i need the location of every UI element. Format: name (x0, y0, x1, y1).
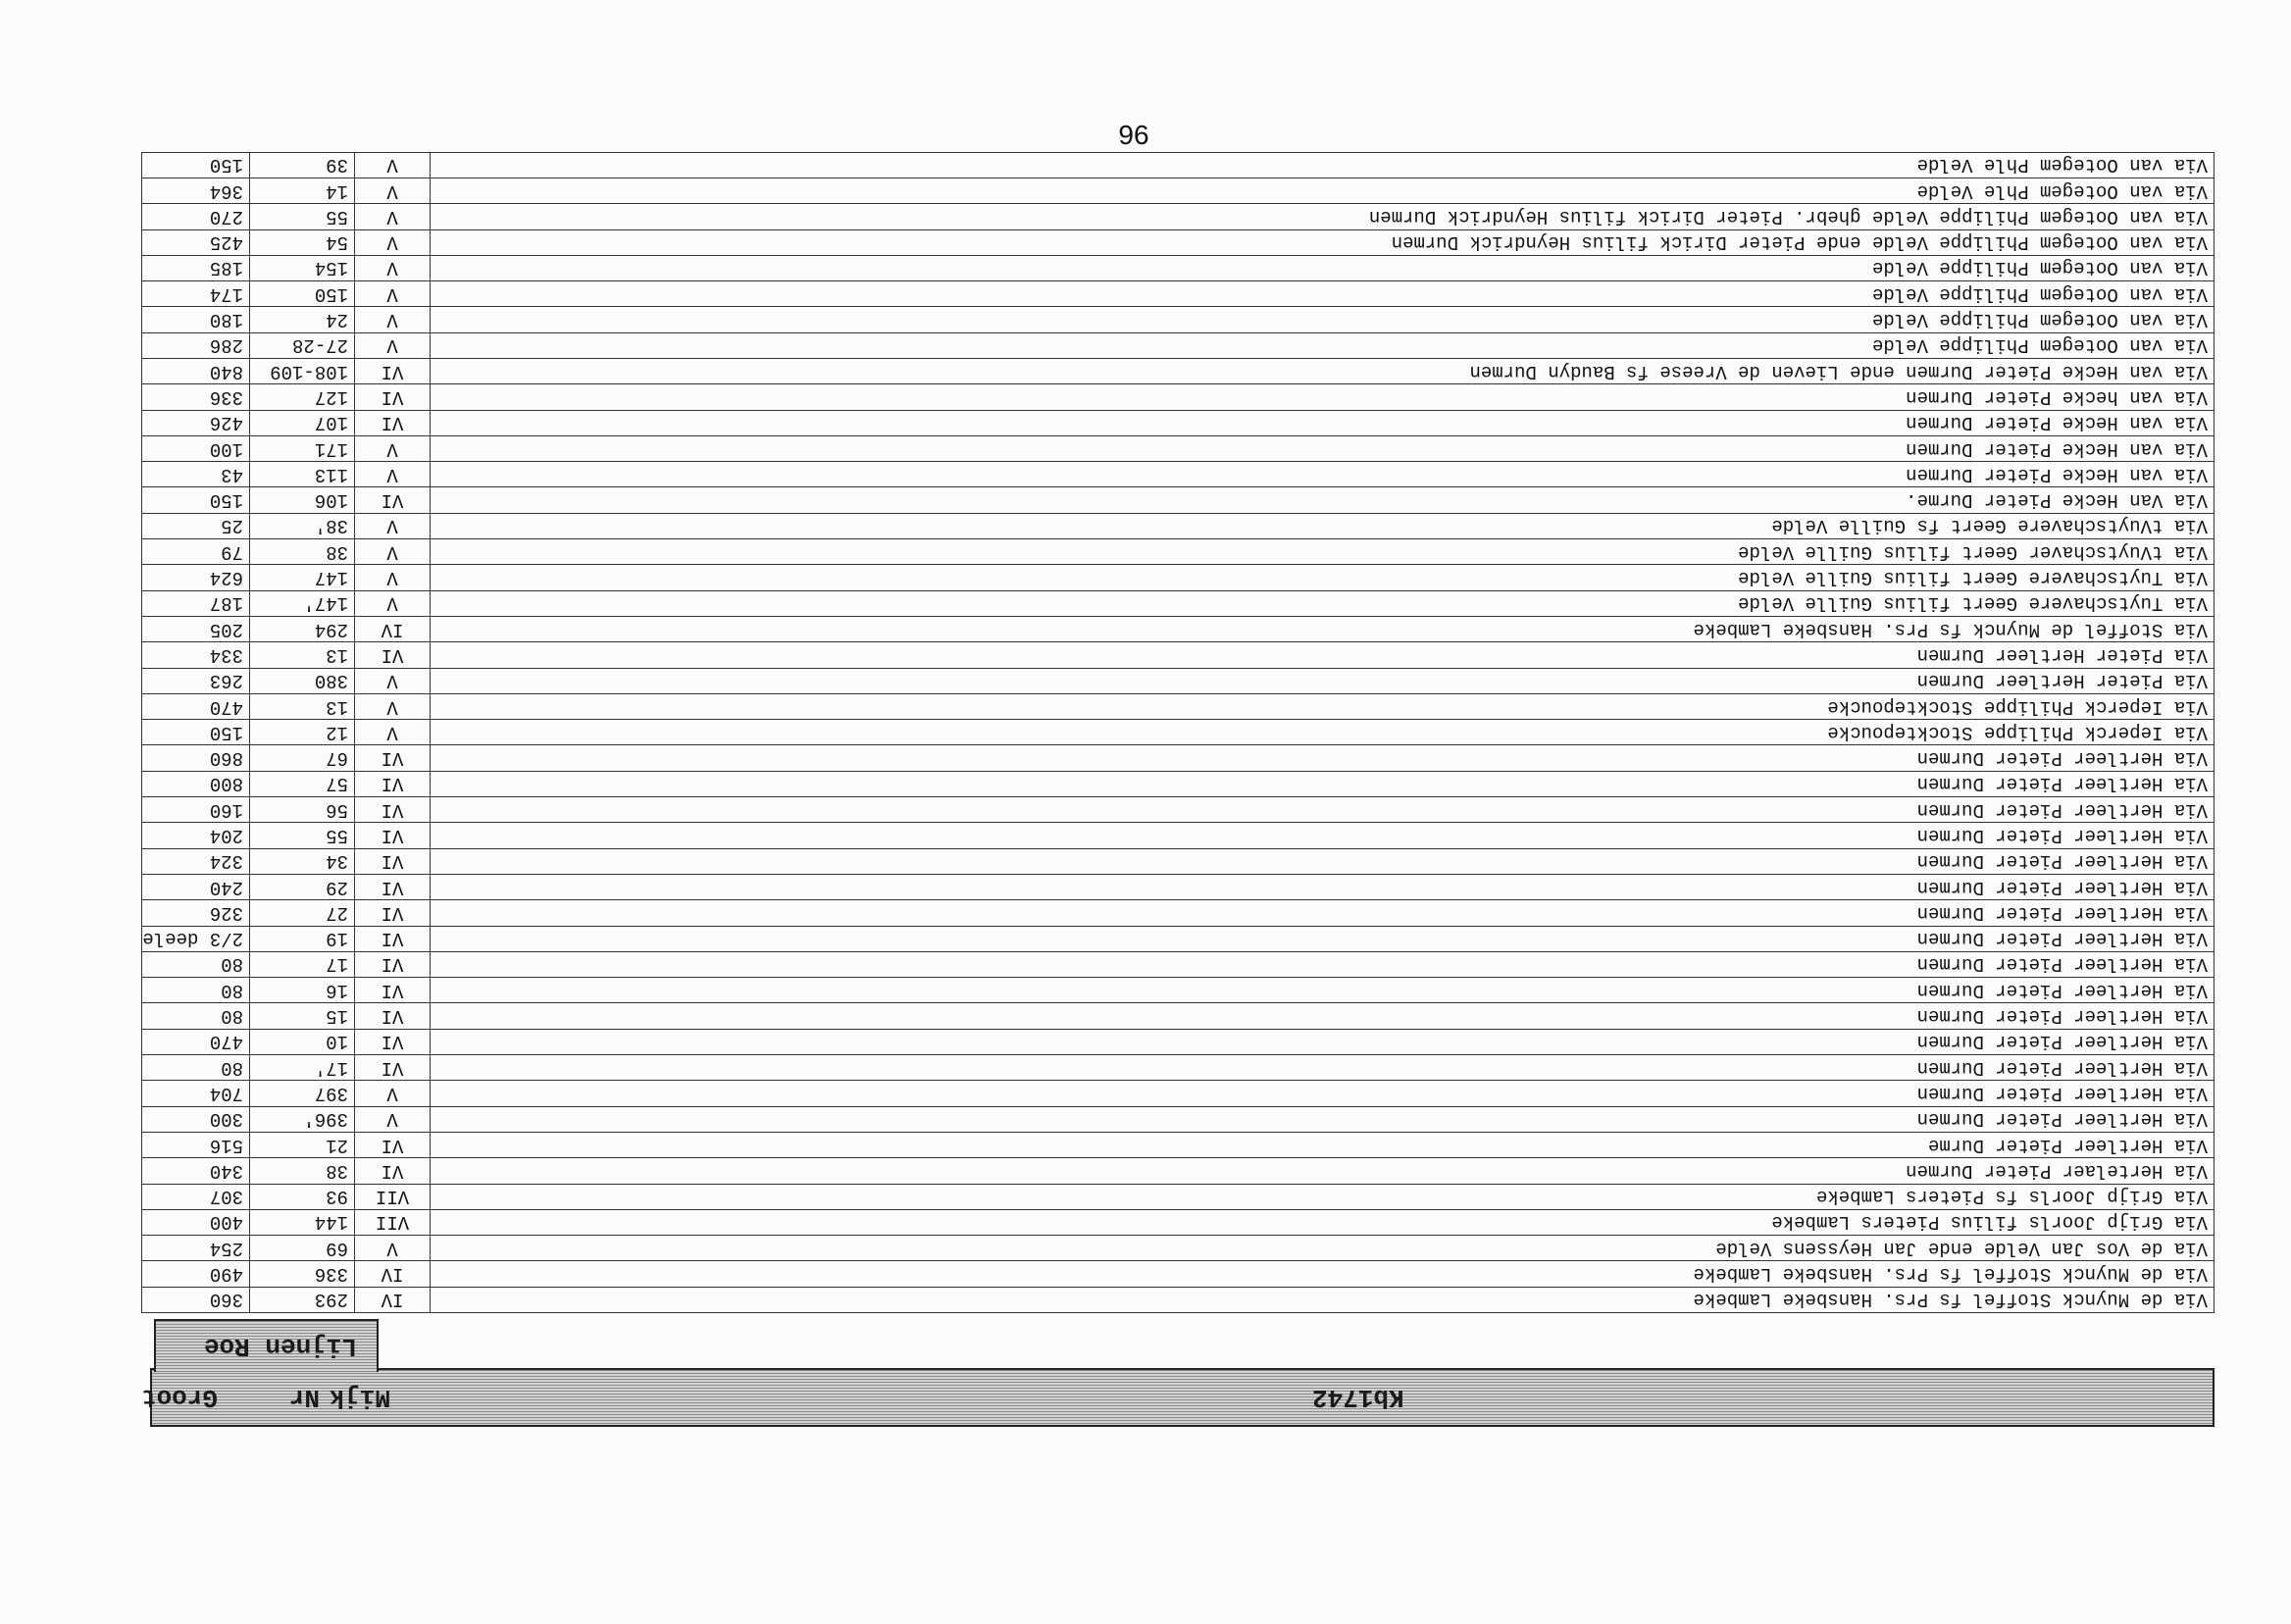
cell-nr: 293 (250, 1287, 355, 1312)
cell-groot: 174 (142, 281, 250, 307)
cell-nr: 17' (250, 1055, 355, 1081)
table-row (142, 513, 2215, 538)
cell-mijk: V (355, 539, 431, 565)
table-row (142, 1132, 2215, 1157)
cell-mijk: VI (355, 1132, 431, 1157)
cell-mijk: VI (355, 1003, 431, 1029)
cell-mijk: VI (355, 926, 431, 951)
cell-nr: 144 (250, 1209, 355, 1235)
cell-nr: 113 (250, 462, 355, 487)
cell-nr: 107 (250, 410, 355, 435)
cell-name: Via Hertleer Pieter Durmen (431, 1029, 2215, 1054)
table-row (142, 823, 2215, 848)
cell-name: Via Hertleer Pieter Durmen (431, 926, 2215, 951)
table-row (142, 693, 2215, 719)
cell-mijk: IV (355, 1261, 431, 1287)
cell-mijk: V (355, 332, 431, 358)
cell-name: Via Pieter Hertleer Durmen (431, 668, 2215, 693)
cell-nr: 55 (250, 204, 355, 229)
cell-nr: 27 (250, 900, 355, 926)
cell-name: Via van Ootegem Philippe Velde (431, 255, 2215, 280)
cell-name: Via Hertleer Pieter Durmen (431, 745, 2215, 771)
cell-name: Via Stoffel de Muynck fs Prs. Hansbeke Lambeke (431, 616, 2215, 641)
cell-groot: 334 (142, 642, 250, 668)
cell-mijk: VI (355, 642, 431, 668)
table-row (142, 1287, 2215, 1312)
cell-mijk: V (355, 152, 431, 178)
cell-name: Via Hertleer Pieter Durmen (431, 823, 2215, 848)
cell-groot: 360 (142, 1287, 250, 1312)
cell-mijk: V (355, 204, 431, 229)
cell-groot: 160 (142, 797, 250, 823)
cell-name: Via Grijp Joorls filius Pieters Lambeke (431, 1209, 2215, 1235)
cell-mijk: V (355, 229, 431, 255)
cell-name: Via Grijp Joorls fs Pieters Lambeke (431, 1184, 2215, 1209)
table-row (142, 359, 2215, 384)
cell-mijk: VII (355, 1184, 431, 1209)
cell-name: Via Tuytschavere Geert filius Guille Velde (431, 590, 2215, 616)
table-row (142, 1003, 2215, 1029)
cell-groot: 516 (142, 1132, 250, 1157)
table-row (142, 926, 2215, 951)
table-row (142, 668, 2215, 693)
cell-mijk: VI (355, 951, 431, 977)
cell-nr: 93 (250, 1184, 355, 1209)
cell-name: Via Hertleer Pieter Durme (431, 1132, 2215, 1157)
cell-groot: 425 (142, 229, 250, 255)
cell-groot: 400 (142, 1209, 250, 1235)
cell-nr: 13 (250, 693, 355, 719)
header-ref: Kb1742 (1312, 1383, 1404, 1412)
table-row (142, 384, 2215, 410)
cell-mijk: V (355, 590, 431, 616)
cell-nr: 16 (250, 978, 355, 1003)
table-row (142, 435, 2215, 461)
cell-mijk: VI (355, 848, 431, 874)
cell-groot: 340 (142, 1158, 250, 1184)
cell-nr: 294 (250, 616, 355, 641)
cell-mijk: V (355, 307, 431, 332)
cell-mijk: VI (355, 823, 431, 848)
cell-groot: 79 (142, 539, 250, 565)
cell-nr: 57 (250, 771, 355, 796)
table-row (142, 178, 2215, 203)
cell-groot: 43 (142, 462, 250, 487)
header-groot: Groot (140, 1383, 218, 1412)
cell-mijk: V (355, 668, 431, 693)
cell-mijk: VI (355, 1029, 431, 1054)
cell-groot: 254 (142, 1236, 250, 1261)
cell-mijk: IV (355, 616, 431, 641)
cell-nr: 39 (250, 152, 355, 178)
cell-mijk: VI (355, 487, 431, 513)
cell-groot: 336 (142, 384, 250, 410)
cell-name: Via van Ootegem Philippe Velde ghebr. Pieter Dirick filius Heyndrick Durmen (431, 204, 2215, 229)
table-row (142, 1106, 2215, 1132)
cell-nr: 29 (250, 874, 355, 899)
cell-name: Via Hertleer Pieter Durmen (431, 900, 2215, 926)
cell-nr: 19 (250, 926, 355, 951)
cell-mijk: VI (355, 384, 431, 410)
cell-name: Via van Hecke Pieter Durmen ende Lieven de Vreese fs Baudyn Durmen (431, 359, 2215, 384)
cell-groot: 364 (142, 178, 250, 203)
cell-groot: 263 (142, 668, 250, 693)
table-row (142, 1261, 2215, 1287)
cell-mijk: VI (355, 1055, 431, 1081)
cell-nr: 15 (250, 1003, 355, 1029)
table-row (142, 152, 2215, 178)
cell-nr: 147 (250, 565, 355, 590)
cell-mijk: V (355, 435, 431, 461)
table-row (142, 255, 2215, 280)
cell-nr: 154 (250, 255, 355, 280)
cell-mijk: V (355, 281, 431, 307)
cell-name: Via van Ootegem Phle Velde (431, 152, 2215, 178)
cell-mijk: V (355, 513, 431, 538)
table-row (142, 978, 2215, 1003)
cell-groot: 150 (142, 487, 250, 513)
cell-groot: 470 (142, 1029, 250, 1054)
cell-groot: 80 (142, 1003, 250, 1029)
cell-name: Via tVuytschavere Geert fs Guille Velde (431, 513, 2215, 538)
page-number: 96 (1118, 120, 1149, 150)
cell-name: Via Hertleer Pieter Durmen (431, 1003, 2215, 1029)
cell-nr: 56 (250, 797, 355, 823)
cell-nr: 108-109 (250, 359, 355, 384)
cell-nr: 38 (250, 1158, 355, 1184)
cell-name: Via Pieter Hertleer Durmen (431, 642, 2215, 668)
header-nr: Nr (288, 1383, 320, 1412)
cell-groot: 286 (142, 332, 250, 358)
cell-name: Via Ieperck Philippe Stocktepoucke (431, 693, 2215, 719)
cell-mijk: VI (355, 1158, 431, 1184)
cell-groot: 624 (142, 565, 250, 590)
cell-nr: 12 (250, 720, 355, 745)
table-row (142, 204, 2215, 229)
cell-mijk: V (355, 1106, 431, 1132)
cell-name: Via van Ootegem Philippe Velde ende Pieter Dirick filius Heyndrick Durmen (431, 229, 2215, 255)
header-mijk: Mijk (329, 1383, 390, 1412)
table-row (142, 1209, 2215, 1235)
cell-mijk: VI (355, 900, 431, 926)
cell-groot: 704 (142, 1081, 250, 1106)
table-row (142, 771, 2215, 796)
table-row (142, 590, 2215, 616)
table-row (142, 616, 2215, 641)
table-row (142, 848, 2215, 874)
cell-mijk: V (355, 255, 431, 280)
table-row (142, 281, 2215, 307)
cell-groot: 840 (142, 359, 250, 384)
table-header (140, 1368, 2215, 1427)
table-row (142, 1055, 2215, 1081)
cell-groot: 800 (142, 771, 250, 796)
cell-groot: 204 (142, 823, 250, 848)
cell-groot: 2/3 deele (142, 926, 250, 951)
cell-groot: 25 (142, 513, 250, 538)
cell-groot: 100 (142, 435, 250, 461)
table-row (142, 1184, 2215, 1209)
cell-name: Via Hertleer Pieter Durmen (431, 951, 2215, 977)
cell-nr: 336 (250, 1261, 355, 1287)
table-row (142, 874, 2215, 899)
cell-nr: 34 (250, 848, 355, 874)
cell-name: Via Hertleer Pieter Durmen (431, 771, 2215, 796)
cell-groot: 470 (142, 693, 250, 719)
cell-name: Via van hecke Pieter Durmen (431, 384, 2215, 410)
cell-mijk: V (355, 720, 431, 745)
table-row (142, 642, 2215, 668)
cell-groot: 205 (142, 616, 250, 641)
cell-nr: 150 (250, 281, 355, 307)
cell-groot: 180 (142, 307, 250, 332)
land-register-table (141, 152, 2215, 1313)
cell-nr: 54 (250, 229, 355, 255)
cell-mijk: V (355, 565, 431, 590)
cell-name: Via van Ootegem Philippe Velde (431, 307, 2215, 332)
cell-nr: 24 (250, 307, 355, 332)
table-row (142, 487, 2215, 513)
cell-nr: 396' (250, 1106, 355, 1132)
cell-groot: 150 (142, 720, 250, 745)
cell-groot: 300 (142, 1106, 250, 1132)
cell-name: Via Hertleer Pieter Durmen (431, 1081, 2215, 1106)
cell-name: Via Hertleer Pieter Durmen (431, 848, 2215, 874)
cell-groot: 326 (142, 900, 250, 926)
header-subheading: Lijnen Roe (154, 1319, 379, 1372)
table-row (142, 1081, 2215, 1106)
table-row (142, 951, 2215, 977)
table-body (142, 152, 2215, 1312)
cell-name: Via Hertleer Pieter Durmen (431, 1055, 2215, 1081)
header-row (140, 1370, 2213, 1425)
cell-groot: 80 (142, 1055, 250, 1081)
cell-mijk: VI (355, 978, 431, 1003)
cell-nr: 67 (250, 745, 355, 771)
cell-mijk: V (355, 1236, 431, 1261)
cell-groot: 324 (142, 848, 250, 874)
cell-mijk: IV (355, 1287, 431, 1312)
cell-name: Via Hertleer Pieter Durmen (431, 797, 2215, 823)
table-row (142, 745, 2215, 771)
cell-groot: 240 (142, 874, 250, 899)
table-row (142, 1029, 2215, 1054)
table-row (142, 720, 2215, 745)
table-row (142, 1158, 2215, 1184)
cell-name: Via de Vos Jan Velde ende Jan Heyssens Velde (431, 1236, 2215, 1261)
cell-nr: 106 (250, 487, 355, 513)
table-row (142, 900, 2215, 926)
cell-mijk: VI (355, 359, 431, 384)
cell-name: Via van Hecke Pieter Durmen (431, 435, 2215, 461)
cell-nr: 38 (250, 539, 355, 565)
cell-name: Via tVuytschaver Geert filius Guille Velde (431, 539, 2215, 565)
cell-groot: 270 (142, 204, 250, 229)
cell-groot: 860 (142, 745, 250, 771)
cell-name: Via Hertleer Pieter Durmen (431, 978, 2215, 1003)
cell-name: Via de Muynck Stoffel fs Prs. Hansbeke Lambeke (431, 1261, 2215, 1287)
cell-name: Via van Ootegem Philippe Velde (431, 332, 2215, 358)
table-row (142, 797, 2215, 823)
cell-mijk: V (355, 1081, 431, 1106)
cell-groot: 187 (142, 590, 250, 616)
table-row (142, 462, 2215, 487)
cell-groot: 490 (142, 1261, 250, 1287)
cell-name: Via Ieperck Philippe Stocktepoucke (431, 720, 2215, 745)
cell-nr: 14 (250, 178, 355, 203)
cell-mijk: VI (355, 745, 431, 771)
cell-groot: 150 (142, 152, 250, 178)
cell-name: Via van Hecke Pieter Durmen (431, 462, 2215, 487)
cell-nr: 10 (250, 1029, 355, 1054)
cell-name: Via Hertleer Pieter Durmen (431, 1106, 2215, 1132)
cell-nr: 38' (250, 513, 355, 538)
cell-nr: 380 (250, 668, 355, 693)
cell-nr: 69 (250, 1236, 355, 1261)
cell-mijk: V (355, 693, 431, 719)
cell-nr: 127 (250, 384, 355, 410)
cell-name: Via Van Hecke Pieter Durme. (431, 487, 2215, 513)
cell-groot: 426 (142, 410, 250, 435)
cell-mijk: V (355, 178, 431, 203)
cell-nr: 147' (250, 590, 355, 616)
cell-name: Via van Ootegem Philippe Velde (431, 281, 2215, 307)
cell-mijk: VII (355, 1209, 431, 1235)
cell-groot: 80 (142, 978, 250, 1003)
cell-name: Via Hertelaer Pieter Durmen (431, 1158, 2215, 1184)
cell-nr: 171 (250, 435, 355, 461)
cell-mijk: VI (355, 874, 431, 899)
cell-nr: 13 (250, 642, 355, 668)
table-row (142, 410, 2215, 435)
cell-groot: 80 (142, 951, 250, 977)
cell-nr: 397 (250, 1081, 355, 1106)
cell-mijk: V (355, 462, 431, 487)
cell-name: Via Hertleer Pieter Durmen (431, 874, 2215, 899)
cell-mijk: VI (355, 771, 431, 796)
table-row (142, 332, 2215, 358)
cell-nr: 21 (250, 1132, 355, 1157)
table-row (142, 539, 2215, 565)
cell-mijk: VI (355, 797, 431, 823)
table-row (142, 565, 2215, 590)
table-row (142, 307, 2215, 332)
cell-name: Via Tuytschavere Geert filius Guille Velde (431, 565, 2215, 590)
cell-groot: 307 (142, 1184, 250, 1209)
cell-name: Via van Ootegem Phle Velde (431, 178, 2215, 203)
cell-nr: 27-28 (250, 332, 355, 358)
cell-nr: 55 (250, 823, 355, 848)
cell-groot: 185 (142, 255, 250, 280)
table-row (142, 229, 2215, 255)
cell-name: Via van Hecke Pieter Durmen (431, 410, 2215, 435)
cell-nr: 17 (250, 951, 355, 977)
table-row (142, 1236, 2215, 1261)
cell-mijk: VI (355, 410, 431, 435)
cell-name: Via de Muynck Stoffel fs Prs. Hansbeke Lambeke (431, 1287, 2215, 1312)
